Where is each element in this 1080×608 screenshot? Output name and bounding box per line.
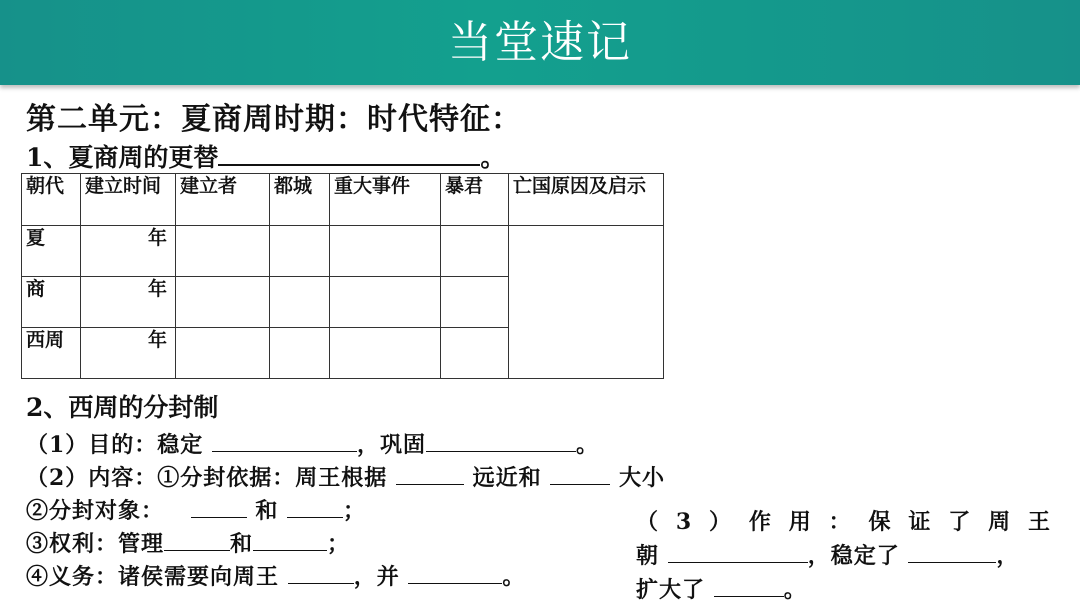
header-fall-reasons: 亡国原因及启示: [509, 174, 664, 226]
cell-fall-reasons: [509, 226, 664, 379]
unit-title: 第二单元：夏商周时期：时代特征：: [26, 102, 522, 137]
role-line-2-end: ，: [996, 543, 1020, 569]
targets-blank-2: [287, 497, 343, 518]
purpose-mid: ，巩固: [356, 432, 426, 458]
role-line-3: [636, 573, 1056, 607]
page-title: 当堂速记: [448, 17, 632, 68]
cell-capital: [270, 277, 330, 328]
targets-line: [26, 494, 366, 525]
header-tyrant: 暴君: [441, 174, 509, 226]
cell-tyrant: [441, 277, 509, 328]
content-prefix: （2）内容：①分封依据：周王根据: [26, 465, 388, 491]
cell-year: [81, 226, 176, 277]
cell-founder: [176, 226, 270, 277]
section1-heading: [26, 138, 505, 174]
year-label: 年: [147, 329, 167, 351]
role-line-2-mid: ，稳定了: [807, 543, 900, 569]
rights-end: ；: [327, 531, 351, 557]
cell-capital: [270, 328, 330, 379]
cell-tyrant: [441, 226, 509, 277]
role-blank-1: [668, 542, 808, 563]
section1-blank: [218, 142, 480, 166]
rights-prefix: ③权利：管理: [26, 531, 165, 557]
duties-blank-2: [408, 563, 502, 584]
targets-mid: 和: [255, 498, 279, 524]
cell-founder: [176, 277, 270, 328]
cell-dynasty: 西周: [22, 328, 81, 379]
section2-heading: 2、西周的分封制: [26, 393, 219, 422]
targets-end: ；: [343, 498, 367, 524]
cell-events: [330, 328, 441, 379]
role-line-1: （3）作用：保证了周王: [636, 509, 1056, 535]
cell-tyrant: [441, 328, 509, 379]
year-label: 年: [147, 278, 167, 300]
rights-line: [26, 527, 350, 558]
content-blank-2: [550, 464, 610, 485]
cell-events: [330, 226, 441, 277]
role-line-2-prefix: 朝: [636, 543, 660, 569]
dynasty-table: [21, 173, 664, 379]
purpose-prefix: （1）目的：稳定: [26, 432, 204, 458]
header-founding-time: 建立时间: [81, 174, 176, 226]
rights-mid: 和: [230, 531, 254, 557]
table-header-row: [22, 174, 664, 226]
content-line: [26, 461, 665, 492]
duties-prefix: ④义务：诸侯需要向周王: [26, 564, 280, 590]
cell-founder: [176, 328, 270, 379]
duties-blank-1: [288, 563, 354, 584]
purpose-blank-2: [426, 431, 576, 452]
rights-blank-2: [253, 530, 327, 551]
targets-blank-1: [191, 497, 247, 518]
section1-end: 。: [480, 143, 506, 172]
targets-prefix: ②分封对象：: [26, 498, 165, 524]
cell-events: [330, 277, 441, 328]
cell-year: [81, 277, 176, 328]
role-line-3-end: 。: [783, 577, 807, 603]
header-founder: 建立者: [176, 174, 270, 226]
header-dynasty: 朝代: [22, 174, 81, 226]
cell-year: [81, 328, 176, 379]
duties-mid: ，并: [353, 564, 400, 590]
role-blank-3: [714, 576, 784, 597]
content-end: 大小: [619, 465, 666, 491]
role-blank-2: [908, 542, 996, 563]
table-row: [22, 226, 664, 277]
content-mid: 远近和: [472, 465, 542, 491]
rights-blank-1: [164, 530, 230, 551]
purpose-end: 。: [576, 432, 600, 458]
cell-capital: [270, 226, 330, 277]
purpose-line: [26, 428, 599, 459]
header-major-events: 重大事件: [330, 174, 441, 226]
cell-dynasty: 商: [22, 277, 81, 328]
cell-dynasty: 夏: [22, 226, 81, 277]
purpose-blank-1: [212, 431, 357, 452]
header-capital: 都城: [270, 174, 330, 226]
year-label: 年: [147, 227, 167, 249]
content-blank-1: [396, 464, 464, 485]
section1-label: 1、夏商周的更替: [26, 143, 219, 172]
role-block: [636, 505, 1056, 607]
duties-end: 。: [502, 564, 526, 590]
role-line-2: [636, 539, 1056, 573]
duties-line: [26, 560, 525, 591]
role-line-3-prefix: 扩大了: [636, 577, 706, 603]
